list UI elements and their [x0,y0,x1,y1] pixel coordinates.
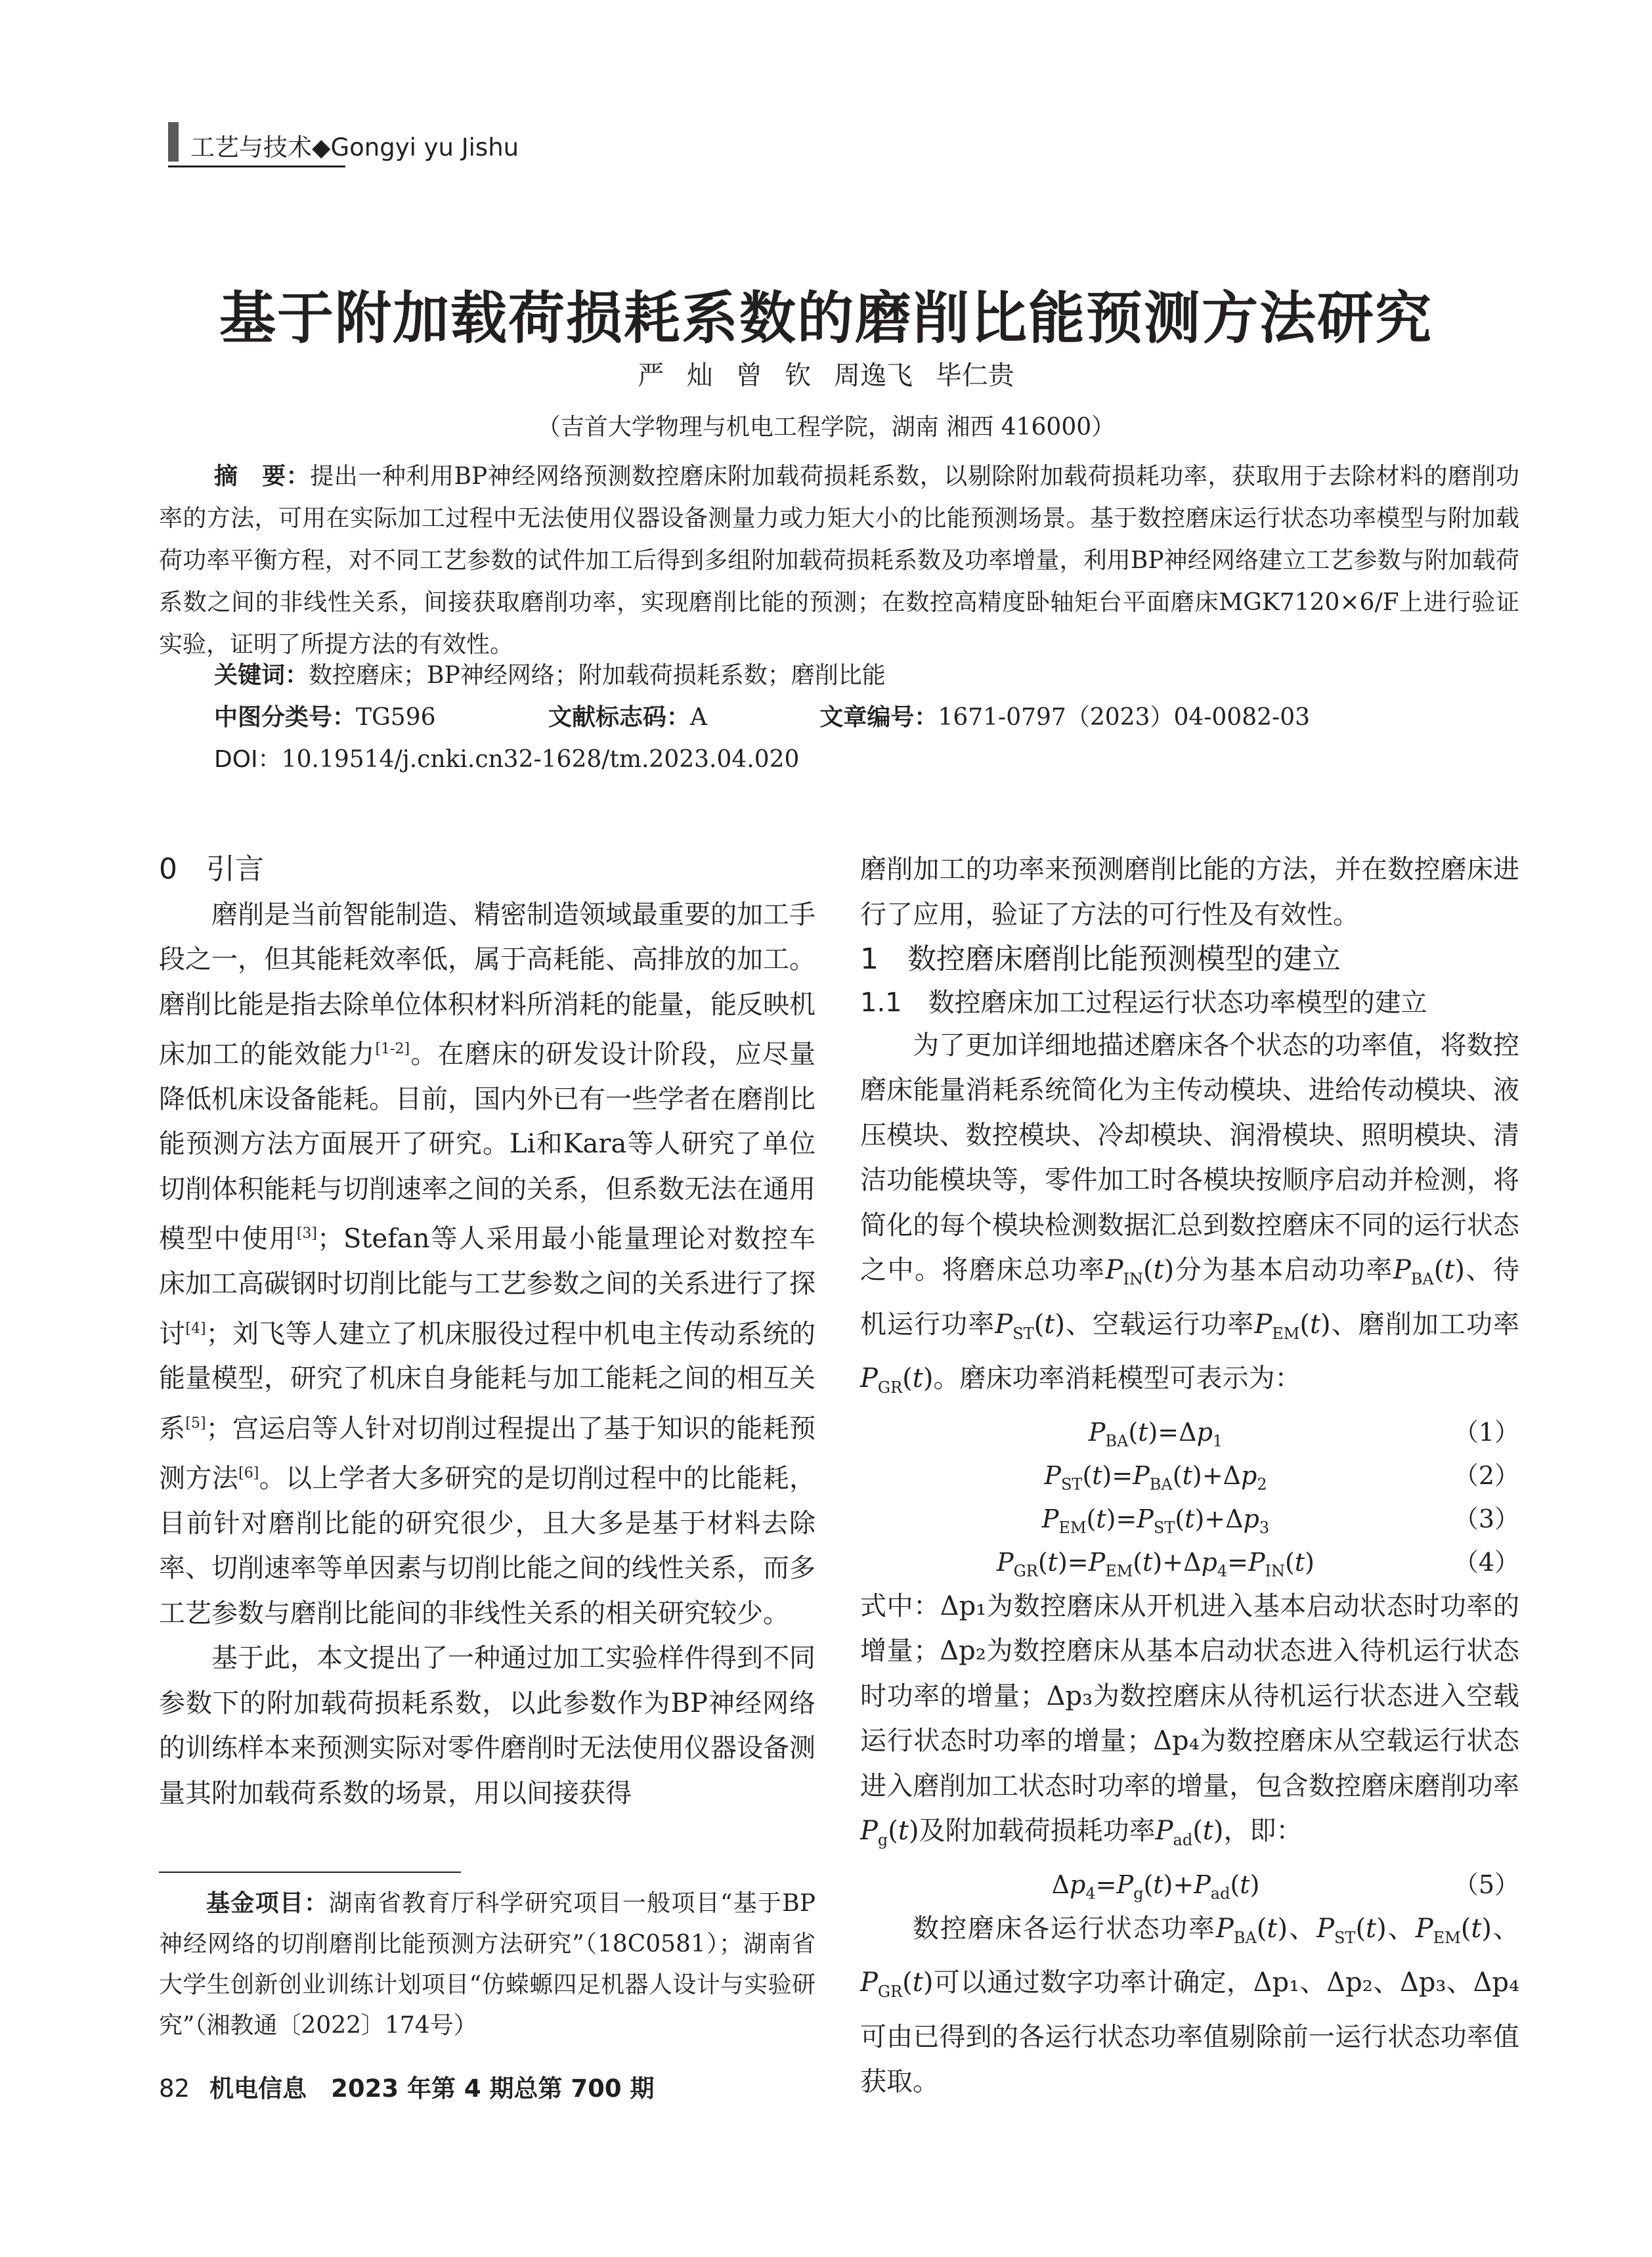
clc-value: TG596 [356,704,436,731]
equation-1: $P_{BA}(t)=\Delta p_1$ （1） [860,1411,1519,1454]
journal-issue: 机电信息 2023 年第 4 期总第 700 期 [209,2074,655,2103]
section-heading-introduction: 0 引言 [159,852,264,886]
doc-code [548,704,760,731]
header-bar [168,122,179,162]
author-list: 严 灿 曾 钦 周逸飞 毕仁贵 [638,361,1014,391]
funding-label: 基金项目： [206,1890,329,1917]
equation-number: （5） [1453,1870,1519,1899]
equation-number: （3） [1453,1504,1519,1533]
page-footer [159,2069,654,2104]
equation-number: （1） [1453,1417,1519,1447]
doi [214,741,799,774]
keywords [214,657,886,690]
equation-2: $P_{ST}(t)=P_{BA}(t)+\Delta p_2$ （2） [860,1454,1519,1497]
abstract-label: 摘 要： [214,463,311,490]
header-underline [168,165,345,167]
section-heading-1: 1 数控磨床磨削比能预测模型的建立 [860,942,1341,976]
doi-value: 10.19514/j.cnki.cn32-1628/tm.2023.04.020 [281,746,800,773]
doc-code-value: A [689,704,707,731]
equation-3: $P_{EM}(t)=P_{ST}(t)+\Delta p_3$ （3） [860,1497,1519,1541]
article-number-value: 1671-0797（2023）04-0082-03 [938,704,1311,731]
funding-text: 湖南省教育厅科学研究项目一般项目“基于BP神经网络的切削磨削比能预测方法研究”（18C0581）；湖南省大学生创新创业训练计划项目“仿蝾螈四足机器人设计与实验研究”（湘教通〔2022〕174号） [159,1890,815,2039]
affiliation: （吉首大学物理与机电工程学院，湖南 湘西 416000） [536,414,1116,441]
doc-code-label: 文献标志码： [548,704,690,731]
keywords-label: 关键词： [214,662,309,689]
subsection-heading-1-1: 1.1 数控磨床加工过程运行状态功率模型的建立 [860,987,1427,1018]
continued-paragraph: 磨削加工的功率来预测磨削比能的方法，并在数控磨床进行了应用，验证了方法的可行性及有效性。 [860,854,1519,930]
intro-paragraph-2: 基于此，本文提出了一种通过加工实验样件得到不同参数下的附加载荷损耗系数，以此参数作为BP神经网络的训练样本来预测实际对零件磨削时无法使用仪器设备测量其附加载荷系数的场景，用以间接获得 [159,1643,815,1808]
article-number [819,704,1362,731]
equation-number: （4） [1453,1547,1519,1577]
right-column [860,847,1519,2105]
doi-label: DOI： [214,746,282,773]
abstract-text: 提出一种利用BP神经网络预测数控磨床附加载荷损耗系数，以剔除附加载荷损耗功率，获取用于去除材料的磨削功率的方法，可用在实际加工过程中无法使用仪器设备测量力或力矩大小的比能预测场景。基于数控磨床运行状态功率模型与附加载荷功率平衡方程，对不同工艺参数的试件加工后得到多组附加载荷损耗系数及功率增量，利用BP神经网络建立工艺参数与附加载荷系数之间的非线性关系，间接获取磨削功率，实现磨削比能的预测；在数控高精度卧轴矩台平面磨床MGK7120×6/F上进行验证实验，证明了所提方法的有效性。 [159,463,1519,658]
equation-5: $\Delta p_4=P_g(t)+P_{ad}(t)$ （5） [860,1863,1519,1906]
footnote [159,1883,815,2046]
citation[interactable]: [4] [185,1320,206,1337]
citation[interactable]: [3] [296,1225,317,1242]
abstract [159,456,1519,666]
intro-paragraph-1: 磨削是当前智能制造、精密制造领域最重要的加工手段之一，但其能耗效率低，属于高耗能、高排放的加工。磨削比能是指去除单位体积材料所消耗的能量，能反映机床加工的能效能力[1-2]。在磨床的研发设计阶段，应尽量降低机床设备能耗。目前，国内外已有一些学者在磨削比能预测方法方面展开了研究。Li和Kara等人研究了单位切削体积能耗与切削速率之间的关系，但系数无法在通用模型中使用[3]；Stefan等人采用最小能量理论对数控车床加工高碳钢时切削比能与工艺参数之间的关系进行了探讨[4]；刘飞等人建立了机床服役过程中机电主传动系统的能量模型，研究了机床自身能耗与加工能耗之间的相互关系[5]；宫运启等人针对切削过程提出了基于知识的能耗预测方法[6]。以上学者大多研究的是切削过程中的比能耗，目前针对磨削比能的研究很少，且大多是基于材料去除率、切削速率等单因素与切削比能之间的线性关系，而多工艺参数与磨削比能间的非线性关系的相关研究较少。 [159,899,816,1629]
citation[interactable]: [1-2] [375,1041,410,1057]
footnote-rule [159,1872,461,1873]
keywords-text: 数控磨床；BP神经网络；附加载荷损耗系数；磨削比能 [309,662,886,689]
power-model-paragraph: 为了更加详细地描述磨床各个状态的功率值，将数控磨床能量消耗系统简化为主传动模块、进给传动模块、液压模块、数控模块、冷却模块、润滑模块、照明模块、清洁功能模块等，零件加工时各模块按顺序启动并检测，将简化的每个模块检测数据汇总到数控磨床不同的运行状态之中。将磨床总功率$P_{IN}(t)$分为基本启动功率$P_{BA}(t)$、待机运行功率$P_{ST}(t)$、空载运行功率$P_{EM}(t)$、磨削加工功率$P_{GR}(t)$。磨床功率消耗模型可表示为： [860,1030,1520,1397]
left-column [159,847,815,1816]
citation[interactable]: [6] [238,1464,259,1481]
equation-4: $P_{GR}(t)=P_{EM}(t)+\Delta p_4=P_{IN}(t)$ （4） [860,1541,1519,1584]
article-number-label: 文章编号： [819,704,938,731]
classification-row [214,699,1415,732]
clc-label: 中图分类号： [214,704,357,731]
paper-title: 基于附加载荷损耗系数的磨削比能预测方法研究 [219,286,1433,351]
page-number: 82 [159,2074,190,2103]
column-header: 工艺与技术◆Gongyi yu Jishu [190,133,519,162]
equation-number: （2） [1453,1460,1519,1490]
clc [214,704,489,731]
measurement-paragraph: 数控磨床各运行状态功率$P_{BA}(t)$、$P_{ST}(t)$、$P_{EM}(t)$、$P_{GR}(t)$可以通过数字功率计确定，Δp₁、Δp₂、Δp₃、Δp₄可由已得到的各运行状态功率值剔除前一运行状态功率值获取。 [860,1913,1520,2097]
equation-explanation: 式中：Δp₁为数控磨床从开机进入基本启动状态时功率的增量；Δp₂为数控磨床从基本启动状态进入待机运行状态时功率的增量；Δp₃为数控磨床从待机运行状态进入空载运行状态时功率的增量；Δp₄为数控磨床从空载运行状态进入磨削加工状态时功率的增量，包含数控磨床磨削功率$P_g(t)$及附加载荷损耗功率$P_{ad}(t)$，即： [860,1590,1519,1849]
citation[interactable]: [5] [185,1414,206,1432]
